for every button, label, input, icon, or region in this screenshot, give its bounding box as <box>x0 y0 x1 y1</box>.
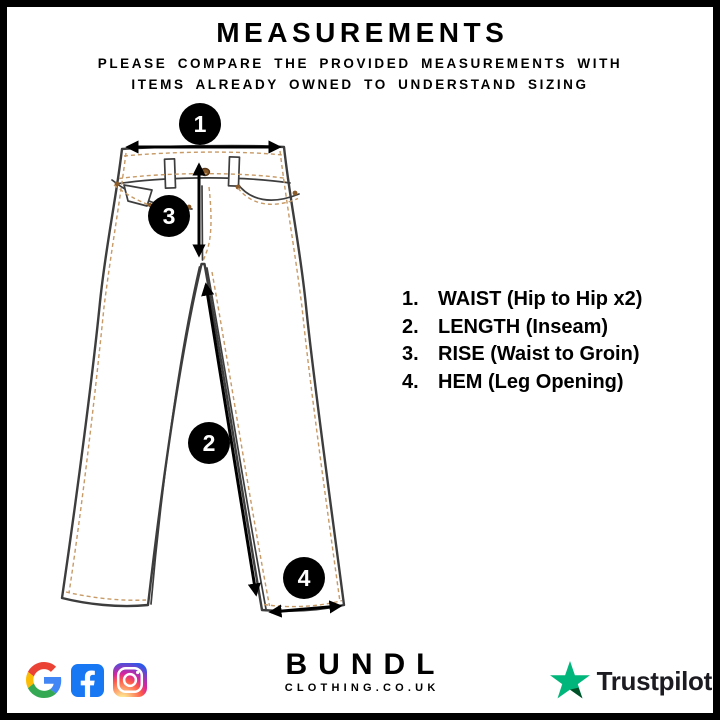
legend-number: 4. <box>402 370 419 393</box>
trustpilot-logo <box>549 661 712 701</box>
legend-label: HEM (Leg Opening) <box>438 370 624 393</box>
marker-hem: 4 <box>283 557 325 599</box>
marker-length: 2 <box>188 422 230 464</box>
legend-label: LENGTH (Inseam) <box>438 315 609 338</box>
brand-name: BUNDL <box>285 648 446 681</box>
subtitle-line-2: ITEMS ALREADY OWNED TO UNDERSTAND SIZING <box>131 77 589 92</box>
measurement-legend <box>402 289 642 399</box>
legend-label: RISE (Waist to Groin) <box>438 343 640 365</box>
legend-item-hem <box>402 372 642 393</box>
marker-waist: 1 <box>179 103 221 145</box>
marker-rise: 3 <box>148 195 190 237</box>
trustpilot-label: Trustpilot <box>596 665 712 696</box>
legend-item-waist <box>402 289 642 310</box>
legend-number: 1. <box>402 288 419 310</box>
trustpilot-star-icon <box>549 661 591 701</box>
legend-item-rise <box>402 344 642 365</box>
jeans-body <box>62 146 344 611</box>
subtitle-line-1: PLEASE COMPARE THE PROVIDED MEASUREMENTS WITH <box>97 56 623 71</box>
legend-number: 3. <box>402 343 419 365</box>
legend-number: 2. <box>402 315 419 338</box>
page-title: MEASUREMENTS <box>216 17 509 48</box>
jeans-button <box>201 169 210 176</box>
brand-domain: CLOTHING.CO.UK <box>284 682 440 694</box>
legend-label: WAIST (Hip to Hip x2) <box>438 288 643 310</box>
legend-item-length <box>402 317 642 338</box>
